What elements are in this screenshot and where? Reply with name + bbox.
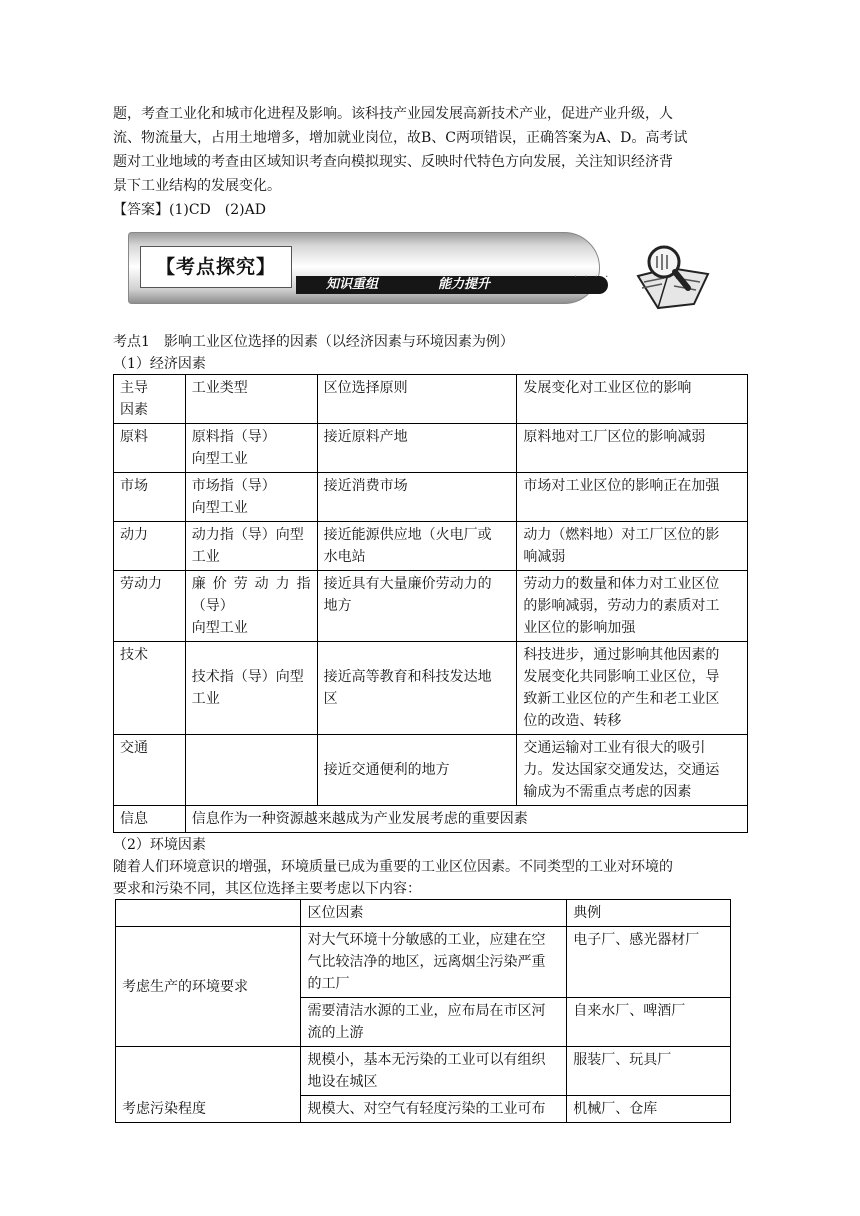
table-row <box>114 522 748 571</box>
example-cell: 电子厂、感光器材厂 <box>567 927 731 998</box>
change-cell: 原料地对工厂区位的影响减弱 <box>517 424 748 473</box>
header-cell: 典例 <box>567 900 731 927</box>
principle-cell: 接近具有大量廉价劳动力的 地方 <box>317 571 517 642</box>
magnifier-book-icon <box>630 238 716 312</box>
type-cell <box>185 735 317 806</box>
group-label-cell: 考虑生产的环境要求 <box>116 927 301 1047</box>
principle-cell: 接近能源供应地（火电厂或 水电站 <box>317 522 517 571</box>
factor-cell: 规模大、对空气有轻度污染的工业可布 <box>301 1096 567 1123</box>
environment-factors-table <box>115 899 731 1123</box>
table-row <box>114 473 748 522</box>
header-cell: 发展变化对工业区位的影响 <box>517 375 748 424</box>
type-cell: 市场指（导） 向型工业 <box>185 473 317 522</box>
table-row <box>114 806 748 833</box>
principle-cell: 接近交通便利的地方 <box>317 735 517 806</box>
intro-line: 题对工业地域的考查由区域知识考查向模拟现实、反映时代特色方向发展，关注知识经济背 <box>113 154 673 170</box>
factor-cell: 需要清洁水源的工业，应布局在市区河 流的上游 <box>301 998 567 1047</box>
factor-cell: 技术 <box>114 642 186 735</box>
factor-cell: 交通 <box>114 735 186 806</box>
principle-cell: 接近消费市场 <box>317 473 517 522</box>
change-cell: 交通运输对工业有很大的吸引 力。发达国家交通发达，交通运 输成为不需重点考虑的因素 <box>517 735 748 806</box>
table-row <box>114 424 748 473</box>
section-title: 考点1 影响工业区位选择的因素（以经济因素与环境因素为例） <box>113 334 514 350</box>
banner-subtitle-2: 能力提升 <box>438 277 491 292</box>
environment-intro <box>113 856 749 900</box>
header-cell: 主导 因素 <box>114 375 186 424</box>
header-cell: 区位因素 <box>301 900 567 927</box>
table-row <box>114 642 748 735</box>
factor-cell: 对大气环境十分敏感的工业，应建在空 气比较洁净的地区，远离烟尘污染严重 的工厂 <box>301 927 567 998</box>
factor-cell: 信息 <box>114 806 186 833</box>
banner-title: 【考点探究】 <box>140 246 292 288</box>
table-row <box>116 1047 731 1096</box>
type-cell: 廉价劳动力指 （导） 向型工业 <box>185 571 317 642</box>
answer-line: 【答案】(1)CD (2)AD <box>113 202 266 218</box>
intro-line: 题，考查工业化和城市化进程及影响。该科技产业园发展高新技术产业，促进产业升级，人 <box>113 106 673 122</box>
table-row <box>114 735 748 806</box>
change-cell: 劳动力的数量和体力对工业区位 的影响减弱，劳动力的素质对工 业区位的影响加强 <box>517 571 748 642</box>
economic-factors-table <box>113 374 748 833</box>
section-subtitle: （1）经济因素 <box>113 356 206 372</box>
example-cell: 机械厂、仓库 <box>567 1096 731 1123</box>
factor-cell: 劳动力 <box>114 571 186 642</box>
header-cell <box>116 900 301 927</box>
header-cell: 区位选择原则 <box>317 375 517 424</box>
change-cell: 动力（燃料地）对工厂区位的影 响减弱 <box>517 522 748 571</box>
factor-cell: 动力 <box>114 522 186 571</box>
change-cell: 市场对工业区位的影响正在加强 <box>517 473 748 522</box>
table-row <box>116 927 731 998</box>
info-cell: 信息作为一种资源越来越成为产业发展考虑的重要因素 <box>185 806 747 833</box>
factor-cell: 规模小，基本无污染的工业可以有组织 地设在城区 <box>301 1047 567 1096</box>
section-banner <box>128 232 728 314</box>
type-cell: 动力指（导）向型 工业 <box>185 522 317 571</box>
principle-cell: 接近原料产地 <box>317 424 517 473</box>
factor-cell: 原料 <box>114 424 186 473</box>
intro-paragraph <box>113 102 749 222</box>
intro-line: 流、物流量大，占用土地增多，增加就业岗位，故B、C两项错误，正确答案为A、D。高考试 <box>113 130 688 146</box>
intro-line: 要求和污染不同，其区位选择主要考虑以下内容： <box>113 881 421 897</box>
principle-cell: 接近高等教育和科技发达地 区 <box>317 642 517 735</box>
table-row <box>114 571 748 642</box>
change-cell: 科技进步，通过影响其他因素的 发展变化共同影响工业区位，导 致新工业区位的产生和老工业区 位的改造、转移 <box>517 642 748 735</box>
intro-line: 景下工业结构的发展变化。 <box>113 178 281 194</box>
factor-cell: 市场 <box>114 473 186 522</box>
header-cell: 工业类型 <box>185 375 317 424</box>
table-header-row <box>114 375 748 424</box>
group-label-cell: 考虑污染程度 <box>116 1047 301 1123</box>
banner-dots: · · · · <box>574 272 611 283</box>
type-cell: 原料指（导） 向型工业 <box>185 424 317 473</box>
example-cell: 自来水厂、啤酒厂 <box>567 998 731 1047</box>
table-header-row <box>116 900 731 927</box>
intro-line: 随着人们环境意识的增强，环境质量已成为重要的工业区位因素。不同类型的工业对环境的 <box>113 859 673 875</box>
banner-subtitle-1: 知识重组 <box>326 277 379 292</box>
type-cell: 技术指（导）向型 工业 <box>185 642 317 735</box>
section-subtitle: （2）环境因素 <box>113 837 206 853</box>
example-cell: 服装厂、玩具厂 <box>567 1047 731 1096</box>
